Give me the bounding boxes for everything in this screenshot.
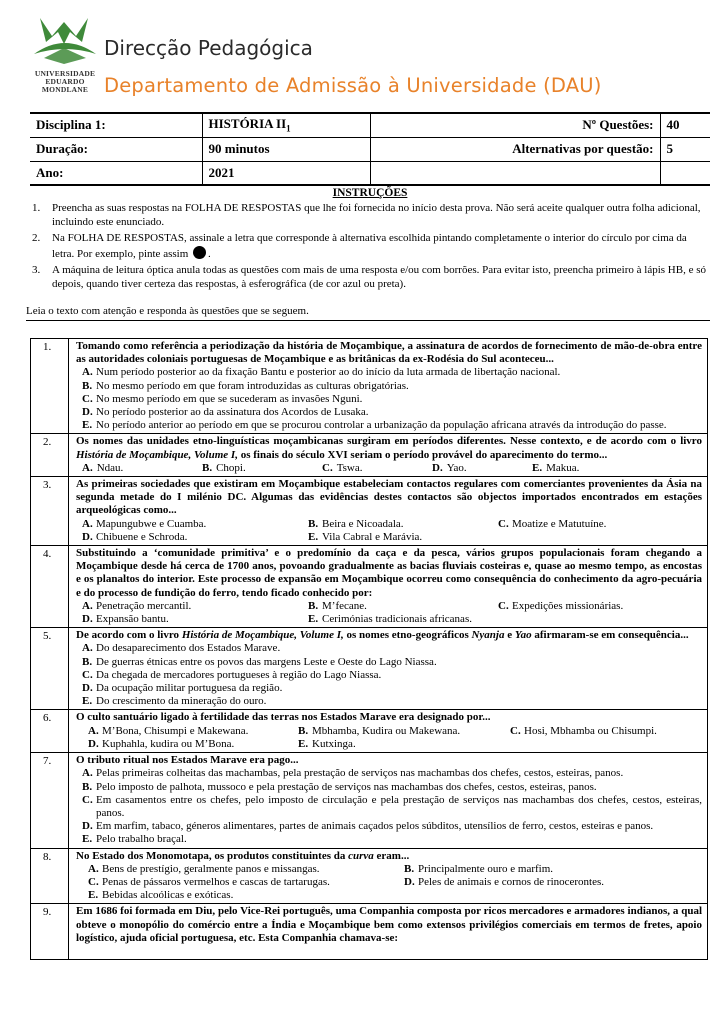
- option: A. Pelas primeiras colheitas das machambas, pela prestação de serviços nas machambas dos chefes, cestos, esteiras, panos.: [82, 767, 624, 780]
- option: A. Penetração mercantil.: [82, 599, 192, 612]
- question-row: [31, 753, 708, 848]
- question-number: 5.: [31, 628, 69, 710]
- year-value: 2021: [202, 161, 370, 185]
- options-row: [76, 725, 702, 738]
- question-stem: Tomando como referência a periodização da história de Moçambique, a assinatura de acordos de fornecimento de mão-de-obra entre as autoridades coloniais portuguesas de Moçambique e as britânicas da ex-Rodésia do Sul aconteceu...: [76, 340, 702, 366]
- options-row: [76, 738, 702, 751]
- options-row: [76, 600, 702, 613]
- questions-table: [30, 338, 708, 960]
- option: B. De guerras étnicas entre os povos das margens Leste e Oeste do Lago Niassa.: [82, 655, 437, 668]
- question-stem: Em 1686 foi formada em Diu, pelo Vice-Rei português, uma Companhia composta por ricos mercadores e armadores indianos, a qual obteve o monopólio do comércio entre a Índia e Moçambique bem como extensos privilégios comerciais em termos de fretes, apoio logístico, ajuda oficial portuguesa, etc. Esta Companhia chamava-se:: [76, 905, 702, 944]
- org-title: Direcção Pedagógica: [104, 36, 313, 60]
- question-stem: O tributo ritual nos Estados Marave era pago...: [76, 754, 299, 767]
- question-stem: O culto santuário ligado à fertilidade das terras nos Estados Marave era designado por...: [76, 711, 491, 724]
- option: D. No período posterior ao da assinatura dos Acordos de Lusaka.: [82, 406, 369, 419]
- option: A. M’Bona, Chisumpi e Makewana.: [88, 724, 249, 737]
- option: C. Expedições missionárias.: [498, 599, 624, 612]
- option: A. Num período posterior ao da fixação Bantu e posterior ao do início da luta armada de libertação nacional.: [82, 366, 561, 379]
- questions-label: Nº Questões:: [370, 113, 660, 137]
- option: E. No período anterior ao período em que se procurou controlar a urbanização da população africana através da introdução do passe.: [82, 419, 667, 432]
- option: D. Chibuene e Schroda.: [82, 530, 188, 543]
- option: C. Moatize e Matutuíne.: [498, 517, 607, 530]
- discipline-label: Disciplina 1:: [30, 113, 202, 137]
- question-stem: No Estado dos Monomotapa, os produtos constituintes da curva eram...: [76, 849, 410, 862]
- option: C. Penas de pássaros vermelhos e cascas de tartarugas.: [88, 875, 330, 888]
- filled-circle-icon: [193, 246, 206, 259]
- question-row: [31, 339, 708, 434]
- option: C. Em casamentos entre os chefes, pelo imposto de circulação e pela prestação de serviços nas machambas dos chefes, cestos, esteiras, panos.: [82, 793, 702, 819]
- options-row: [76, 462, 702, 475]
- option: C. Da chegada de mercadores portugueses à região do Lago Niassa.: [82, 668, 382, 681]
- duration-value: 90 minutos: [202, 137, 370, 161]
- org-subtitle: Departamento de Admissão à Universidade (DAU): [104, 74, 602, 97]
- question-body: [69, 339, 708, 434]
- question-stem: As primeiras sociedades que existiram em Moçambique estabeleciam contactos regulares com comerciantes provenientes da Ásia na segunda metade do I milénio DC. Algumas das evidências destes contactos são objectos importados encontrados em estações arqueológicas como...: [76, 478, 702, 517]
- option: E. Bebidas alcoólicas e exóticas.: [88, 889, 234, 902]
- instruction-item: 2. Na FOLHA DE RESPOSTAS, assinale a letra que corresponde à alternativa escolhida pintando completamente o interior do círculo por cima da letra. Por exemplo, pinte assim .: [32, 232, 687, 260]
- option: A. Mapungubwe e Cuamba.: [82, 517, 207, 530]
- divider: [26, 320, 710, 321]
- question-number: 6.: [31, 710, 69, 753]
- option: D. Da ocupação militar portuguesa da região.: [82, 682, 283, 695]
- option: E. Pelo trabalho braçal.: [82, 833, 187, 846]
- question-body: [69, 710, 708, 753]
- question-row: [31, 546, 708, 628]
- options-row: [76, 613, 702, 626]
- option: D. Kuphahla, kudira ou M’Bona.: [88, 737, 235, 750]
- option: D. Expansão bantu.: [82, 613, 169, 626]
- question-number: 1.: [31, 339, 69, 434]
- instructions-title: INSTRUÇÕES: [332, 187, 408, 199]
- questions-value: 40: [660, 113, 710, 137]
- instruction-item: 3. A máquina de leitura óptica anula todas as questões com mais de uma resposta e/ou com borrões. Para evitar isto, preencha primeiro à lápis HB, e só depois, quando tiver certeza das respostas, à esferográfica (de cor azul ou preta).: [32, 264, 707, 290]
- option: A. Ndau.: [82, 461, 124, 474]
- duration-label: Duração:: [30, 137, 202, 161]
- question-number: 8.: [31, 848, 69, 904]
- instruction-item: 1. Preencha as suas respostas na FOLHA DE RESPOSTAS que lhe foi fornecida no início desta prova. Não será aceite qualquer outra folha adicional, incluindo este enunciado.: [32, 202, 701, 228]
- options-row: [76, 518, 702, 531]
- question-number: 9.: [31, 904, 69, 960]
- option: B. Chopi.: [202, 461, 246, 474]
- question-row: [31, 477, 708, 546]
- option: E. Makua.: [532, 461, 580, 474]
- option: D. Em marfim, tabaco, géneros alimentares, partes de animais caçados pelos súbditos, utensílios de ferro, cestos, esteiras e panos.: [82, 820, 654, 833]
- option: C. No mesmo período em que se sucederam as invasões Nguni.: [82, 392, 363, 405]
- option: E. Do crescimento da mineração do ouro.: [82, 695, 267, 708]
- question-row: [31, 904, 708, 960]
- option: C. Hosi, Mbhamba ou Chisumpi.: [510, 724, 657, 737]
- option: E. Kutxinga.: [298, 737, 356, 750]
- option: A. Bens de prestígio, geralmente panos e missangas.: [88, 862, 320, 875]
- page-header: [30, 14, 710, 106]
- alternatives-value: 5: [660, 137, 710, 161]
- reading-intro: Leia o texto com atenção e responda às questões que se seguem.: [26, 305, 309, 317]
- options-row: [76, 889, 702, 902]
- instructions-list: [30, 202, 710, 294]
- empty-cell: [370, 161, 660, 185]
- option: B. Mbhamba, Kudira ou Makewana.: [298, 724, 461, 737]
- question-stem: De acordo com o livro História de Moçambique, Volume I, os nomes etno-geográficos Nyanja e Yao afirmaram-se em consequência...: [76, 629, 689, 642]
- option: D. Yao.: [432, 461, 467, 474]
- question-number: 7.: [31, 753, 69, 848]
- options-row: [76, 531, 702, 544]
- exam-info-table: [30, 112, 710, 186]
- option: B. M’fecane.: [308, 599, 367, 612]
- option: D. Peles de animais e cornos de rinocerontes.: [404, 875, 605, 888]
- question-body: [69, 848, 708, 904]
- question-stem: Os nomes das unidades etno-linguísticas moçambicanas surgiram em períodos diferentes. Nesse contexto, e de acordo com o livro História de Moçambique, Volume I, os finais do século XVI seriam o período provável do aparecimento do termo...: [76, 435, 702, 461]
- option: E. Cerimónias tradicionais africanas.: [308, 613, 472, 626]
- option: B. Pelo imposto de palhota, mussoco e pela prestação de serviços nas machambas dos chefes, cestos, esteiras, panos.: [82, 780, 597, 793]
- options-row: [76, 876, 702, 889]
- question-body: [69, 546, 708, 628]
- question-row: [31, 434, 708, 477]
- options-row: [76, 863, 702, 876]
- discipline-value: HISTÓRIA $II_1$: [202, 113, 370, 137]
- option: B. Principalmente ouro e marfim.: [404, 862, 554, 875]
- option: B. No mesmo período em que foram introduzidas as culturas obrigatórias.: [82, 379, 409, 392]
- question-body: [69, 904, 708, 960]
- question-body: [69, 434, 708, 477]
- question-row: [31, 628, 708, 710]
- empty-cell: [660, 161, 710, 185]
- question-row: [31, 710, 708, 753]
- option: A. Do desaparecimento dos Estados Marave.: [82, 642, 281, 655]
- option: B. Beira e Nicoadala.: [308, 517, 404, 530]
- question-number: 4.: [31, 546, 69, 628]
- logo-text: UNIVERSIDADE EDUARDO MONDLANE: [34, 69, 96, 94]
- alternatives-label: Alternativas por questão:: [370, 137, 660, 161]
- question-number: 2.: [31, 434, 69, 477]
- year-label: Ano:: [30, 161, 202, 185]
- question-stem: Substituindo a ‘comunidade primitiva’ e o predomínio da caça e da pesca, vários grupos populacionais foram chegando a Moçambique desde há cerca de 1700 anos, povoando gradualmente as bacias fluviais costeiras e, quase ao mesmo tempo, as encostas e os planaltos do interior. Este processo de expansão em Moçambique ocorreu como consequência do conhecimento da agro-pecuária e do processo de fundição do ferro, tendo ficado conhecido por:: [76, 547, 702, 599]
- question-body: [69, 753, 708, 848]
- question-number: 3.: [31, 477, 69, 546]
- option: C. Tswa.: [322, 461, 363, 474]
- question-body: [69, 477, 708, 546]
- question-row: [31, 848, 708, 904]
- question-body: [69, 628, 708, 710]
- option: E. Vila Cabral e Marávia.: [308, 530, 423, 543]
